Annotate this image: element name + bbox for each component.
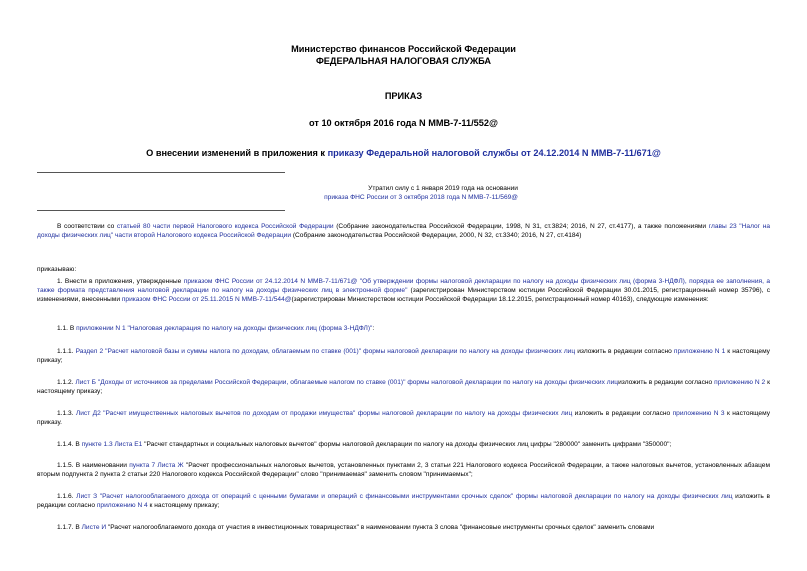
- tax-code-chapter-23-link[interactable]: главы 23 "Налог на доходы физических лиц" части второй Налогового кодекса Российской Федерации: [37, 223, 770, 239]
- text: приказываю:: [37, 266, 77, 273]
- expired-note-link[interactable]: приказа ФНС России от 3 октября 2018 года N ММВ-7-11/569@: [324, 194, 518, 201]
- text: изложить в редакции согласно: [572, 410, 673, 417]
- paragraph-item-1-1: [37, 325, 770, 334]
- appendix-1-link[interactable]: приложении N 1 "Налоговая декларация по налогу на доходы физических лиц (форма 3-НДФЛ)": [76, 325, 373, 332]
- document-subject: [0, 148, 807, 159]
- order-appendix-1-link[interactable]: приложению N 1: [673, 348, 726, 355]
- text: (Собрание законодательства Российской Федерации, 2000, N 32, ст.3340; 2016, N 27, ст.4184): [291, 231, 582, 239]
- sheet-i-link[interactable]: Листе И: [81, 524, 107, 531]
- bottom-separator: [37, 210, 285, 211]
- text: к настоящему приказу;: [37, 379, 770, 395]
- paragraph-item-1: [37, 278, 770, 305]
- paragraph-item-1-1-6: [37, 493, 770, 511]
- text: (зарегистрирован Министерством юстиции Российской Федерации 30.01.2015, регистрационный номер 35796), с изменениями, внесенными: [37, 286, 770, 303]
- text: изложить в редакции согласно: [37, 493, 770, 509]
- paragraph-item-1-1-7: [37, 524, 770, 533]
- service-title: ФЕДЕРАЛЬНАЯ НАЛОГОВАЯ СЛУЖБА: [315, 56, 492, 66]
- sheet-zh-point-7-link[interactable]: пункта 7 Листа Ж: [129, 462, 184, 469]
- subject-order-link[interactable]: приказу Федеральной налоговой службы от 24.12.2014 N ММВ-7-11/671@: [327, 148, 661, 158]
- sheet-b-link[interactable]: Лист Б "Доходы от источников за пределами Российской Федерации, облагаемые налогом по ставке (001)" формы налоговой декларации по налогу на доходы физических лиц: [75, 379, 619, 386]
- sheet-e1-point-1-3-link[interactable]: пункте 1.3 Листа Е1: [81, 441, 143, 448]
- text: к настоящему приказу.: [37, 410, 770, 426]
- paragraph-item-1-1-1: [37, 348, 770, 366]
- section-2-link[interactable]: Раздел 2 "Расчет налоговой базы и суммы налога по доходам, облагаемым по ставке (001)" формы налоговой декларации по налогу на доходы физических лиц: [75, 348, 576, 355]
- document-type: ПРИКАЗ: [384, 91, 423, 101]
- paragraph-item-1-1-3: [37, 410, 770, 428]
- text: "Расчет профессиональных налоговых вычетов, установленных пунктами 2, 3 статьи 221 Налогового кодекса Российской Федерации, а также налоговых вычетов, установленных абзацем вторым подпункта 2 пункта 2 статьи 220 Налогового кодекса Российской Федерации" слово "принимаемая" заменить словом "принимаемых";: [37, 462, 770, 478]
- paragraph-item-1-1-4: [37, 441, 770, 450]
- sheet-d2-link[interactable]: Лист Д2 "Расчет имущественных налоговых вычетов по доходам от продажи имущества" формы налоговой декларации по налогу на доходы физических лиц: [75, 410, 573, 417]
- text: 1.1.7. В: [57, 524, 82, 531]
- paragraph-item-1-1-5: [37, 462, 770, 480]
- subject-prefix: О внесении изменений в приложения к: [146, 148, 328, 158]
- text: "Расчет налогооблагаемого дохода от участия в инвестиционных товариществах" в наименовании пункта 3 слова "финансовые инструменты срочных сделок" заменить словами: [106, 524, 655, 531]
- text: :: [372, 325, 375, 332]
- order-671-link[interactable]: приказом ФНС России от 24.12.2014 N ММВ-7-11/671@ "Об утверждении формы налоговой декларации по налогу на доходы физических лиц (форма 3-НДФЛ), порядка ее заполнения, а также формата представления налоговой декларации по налогу на доходы физических лиц в электронной форме": [37, 278, 770, 294]
- document-date-number: от 10 октября 2016 года N ММВ-7-11/552@: [309, 118, 498, 128]
- text: В соответствии со: [57, 223, 117, 230]
- paragraph-order: [37, 266, 770, 275]
- text: изложить в редакции согласно: [575, 348, 674, 355]
- order-appendix-4-link[interactable]: приложению N 4: [96, 501, 148, 509]
- text: к настоящему приказу;: [147, 501, 220, 509]
- text: изложить в редакции согласно: [618, 379, 715, 386]
- text: (Собрание законодательства Российской Федерации, 1998, N 31, ст.3824; 2016, N 27, ст.4177), а также положениями: [333, 223, 709, 230]
- text: 1.1. В: [57, 325, 77, 332]
- text: 1.1.1.: [57, 348, 76, 355]
- order-appendix-3-link[interactable]: приложению N 3: [672, 410, 725, 417]
- sheet-z-link[interactable]: Лист З "Расчет налогооблагаемого дохода от операций с ценными бумагами и операций с финансовыми инструментами срочных сделок" формы налоговой декларации по налогу на доходы физических лиц: [76, 493, 733, 500]
- text: 1.1.2.: [57, 379, 76, 386]
- paragraph-item-1-1-2: [37, 379, 770, 397]
- top-separator: [37, 172, 285, 173]
- tax-code-article-80-link[interactable]: статьей 80 части первой Налогового кодекса Российской Федерации: [116, 223, 334, 230]
- ministry-title: Министерство финансов Российской Федерации: [291, 44, 516, 54]
- expired-note-line: Утратил силу с 1 января 2019 года на основании: [368, 185, 518, 192]
- text: 1. Внести в приложения, утвержденные: [57, 278, 184, 285]
- text: 1.1.3.: [57, 410, 76, 417]
- text: к настоящему приказу;: [37, 348, 770, 364]
- text: (зарегистрирован Министерством юстиции Российской Федерации 18.12.2015, регистрационный номер 40163), следующие изменения:: [291, 295, 709, 303]
- paragraph-basis: [37, 223, 770, 241]
- text: "Расчет стандартных и социальных налоговых вычетов" формы налоговой декларации по налогу на доходы физических лиц цифры "280000" заменить цифрами "350000";: [142, 441, 672, 448]
- text: 1.1.4. В: [57, 441, 82, 448]
- expired-note: [258, 193, 518, 202]
- text: 1.1.5. В наименовании: [57, 462, 130, 469]
- text: 1.1.6.: [57, 493, 77, 500]
- order-appendix-2-link[interactable]: приложению N 2: [714, 379, 766, 386]
- order-544-link[interactable]: приказом ФНС России от 25.11.2015 N ММВ-7-11/544@: [121, 295, 292, 303]
